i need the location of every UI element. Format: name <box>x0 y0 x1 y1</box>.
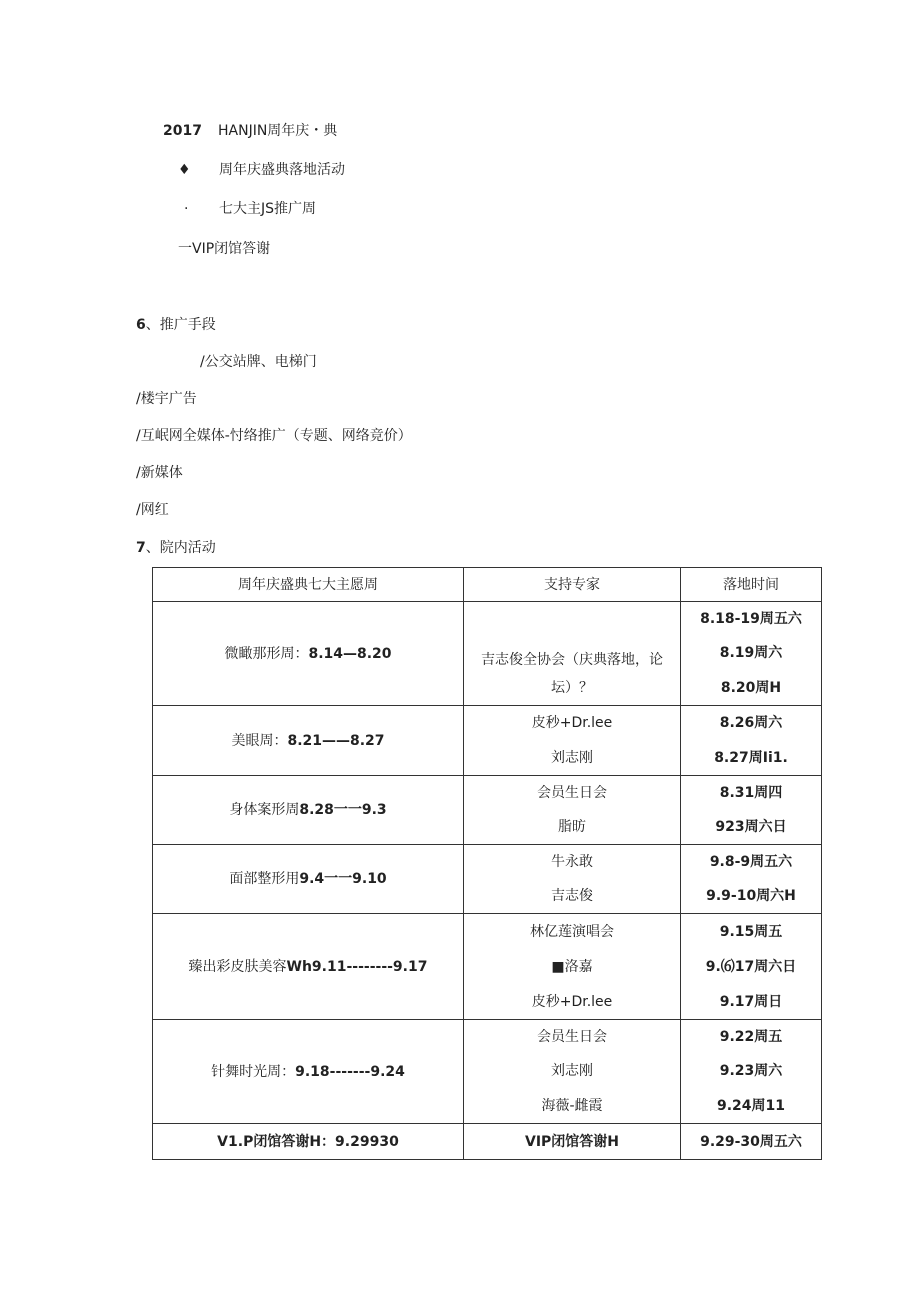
vip-closing-line: 一VIP闭馆答谢 <box>178 241 271 257</box>
table-row <box>153 914 822 1020</box>
theme-label: 美眼周： <box>231 732 288 749</box>
promo-item-influencers: /网红 <box>136 502 169 518</box>
header-experts: 支持专家 <box>464 568 681 602</box>
experts-cell <box>464 914 681 1020</box>
experts-cell <box>464 706 681 776</box>
table-row <box>153 602 822 706</box>
expert-line: 吉志俊 <box>551 888 593 904</box>
experts-cell <box>464 1020 681 1124</box>
experts-cell <box>464 1124 681 1160</box>
expert-line: 坛）？ <box>551 679 593 696</box>
theme-cell <box>153 602 464 706</box>
section-7-heading <box>136 539 216 557</box>
expert-line: 牛永敢 <box>551 854 593 870</box>
time-line: 923周六日 <box>715 819 787 835</box>
anniversary-year: 2017 <box>163 123 202 139</box>
times-cell <box>681 914 822 1020</box>
theme-cell <box>153 776 464 845</box>
times-cell <box>681 602 822 706</box>
time-line: 8.31周四 <box>719 785 783 801</box>
times-cell <box>681 1020 822 1124</box>
section-7-number: 7 <box>136 540 146 556</box>
promo-item-new-media: /新媒体 <box>136 465 183 481</box>
table-row <box>153 776 822 845</box>
bullet-item-promo-weeks: 七大主JS推广周 <box>219 201 317 217</box>
time-line: 8.18-19周五六 <box>700 611 802 628</box>
theme-label: V1.P闭馆答谢H： <box>217 1133 336 1150</box>
times-cell <box>681 845 822 914</box>
table-row <box>153 1124 822 1160</box>
theme-label: 针舞时光周： <box>211 1063 296 1080</box>
theme-dates: Wh9.11--------9.17 <box>286 958 428 975</box>
experts-cell <box>464 776 681 845</box>
theme-label: 身体案形周 <box>229 802 300 818</box>
time-line: 8.20周H <box>720 679 782 696</box>
theme-label: 臻出彩皮肤美容 <box>188 958 287 975</box>
expert-line: 海薇-雌霞 <box>541 1097 603 1114</box>
theme-cell <box>153 845 464 914</box>
theme-label: 面部整形用 <box>229 871 300 887</box>
header-landing-time: 落地时间 <box>681 568 822 602</box>
theme-cell <box>153 914 464 1020</box>
time-line: 9.15周五 <box>719 923 783 940</box>
expert-line: 皮秒+Dr.lee <box>531 993 613 1010</box>
promo-item-bus-elevator: /公交站牌、电梯门 <box>200 354 317 370</box>
diamond-bullet-icon: ♦ <box>178 162 191 178</box>
table-row <box>153 1020 822 1124</box>
time-line: 9.23周六 <box>719 1063 783 1080</box>
expert-line: ■洛嘉 <box>551 958 593 975</box>
time-line: 8.26周六 <box>719 715 783 732</box>
table-row <box>153 706 822 776</box>
time-line: 8.19周六 <box>719 645 783 662</box>
time-line: 9.29-30周五六 <box>700 1133 802 1150</box>
header-theme-week: 周年庆盛典七大主愿周 <box>153 568 464 602</box>
dot-bullet-icon: · <box>184 201 189 217</box>
expert-line: 会员生日会 <box>537 785 607 801</box>
times-cell <box>681 1124 822 1160</box>
section-6-number: 6 <box>136 317 146 333</box>
promo-item-building-ads: /楼宇广告 <box>136 391 197 407</box>
expert-line: 刘志刚 <box>551 749 593 766</box>
theme-dates: 9.4一一9.10 <box>299 871 387 887</box>
experts-cell <box>464 845 681 914</box>
expert-line: 吉志俊全协会（庆典落地，论 <box>481 651 663 668</box>
theme-dates: 9.29930 <box>335 1133 399 1150</box>
theme-dates: 8.28一一9.3 <box>299 802 387 818</box>
time-line: 9.9-10周六H <box>706 888 796 904</box>
expert-line: 林亿莲演唱会 <box>530 923 614 940</box>
bullet-item-landing-activity: 周年庆盛典落地活动 <box>219 162 345 178</box>
section-7-title: 、院内活动 <box>145 540 216 556</box>
expert-line: 刘志刚 <box>551 1063 593 1080</box>
theme-label: 微瞰那形周： <box>224 645 309 662</box>
section-6-title: 、推广手段 <box>145 317 216 333</box>
theme-dates: 8.21——8.27 <box>287 732 385 749</box>
section-6-heading <box>136 316 216 334</box>
times-cell <box>681 706 822 776</box>
expert-line: 会员生日会 <box>537 1029 607 1046</box>
time-line: 9.17周日 <box>719 993 783 1010</box>
expert-line: VIP闭馆答谢H <box>524 1133 620 1150</box>
promo-item-internet-media: /互岷网全媒体-忖络推广（专题、网络竞价） <box>136 428 412 444</box>
expert-line: 皮秒+Dr.lee <box>531 715 613 732</box>
time-line: 9.24周11 <box>716 1097 786 1114</box>
theme-cell <box>153 706 464 776</box>
activity-schedule-table <box>152 567 822 1160</box>
theme-dates: 8.14—8.20 <box>308 645 392 662</box>
times-cell <box>681 776 822 845</box>
time-line: 9.22周五 <box>719 1029 783 1046</box>
expert-line: 脂昉 <box>558 819 586 835</box>
time-line: 8.27周Ii1. <box>714 749 788 766</box>
table-row <box>153 845 822 914</box>
anniversary-title: HANJIN周年庆・典 <box>218 123 338 139</box>
theme-dates: 9.18-------9.24 <box>295 1063 405 1080</box>
theme-cell <box>153 1020 464 1124</box>
table-header-row <box>153 568 822 602</box>
experts-cell <box>464 602 681 706</box>
theme-cell <box>153 1124 464 1160</box>
time-line: 9.⑹17周六日 <box>705 958 797 975</box>
time-line: 9.8-9周五六 <box>709 854 793 870</box>
